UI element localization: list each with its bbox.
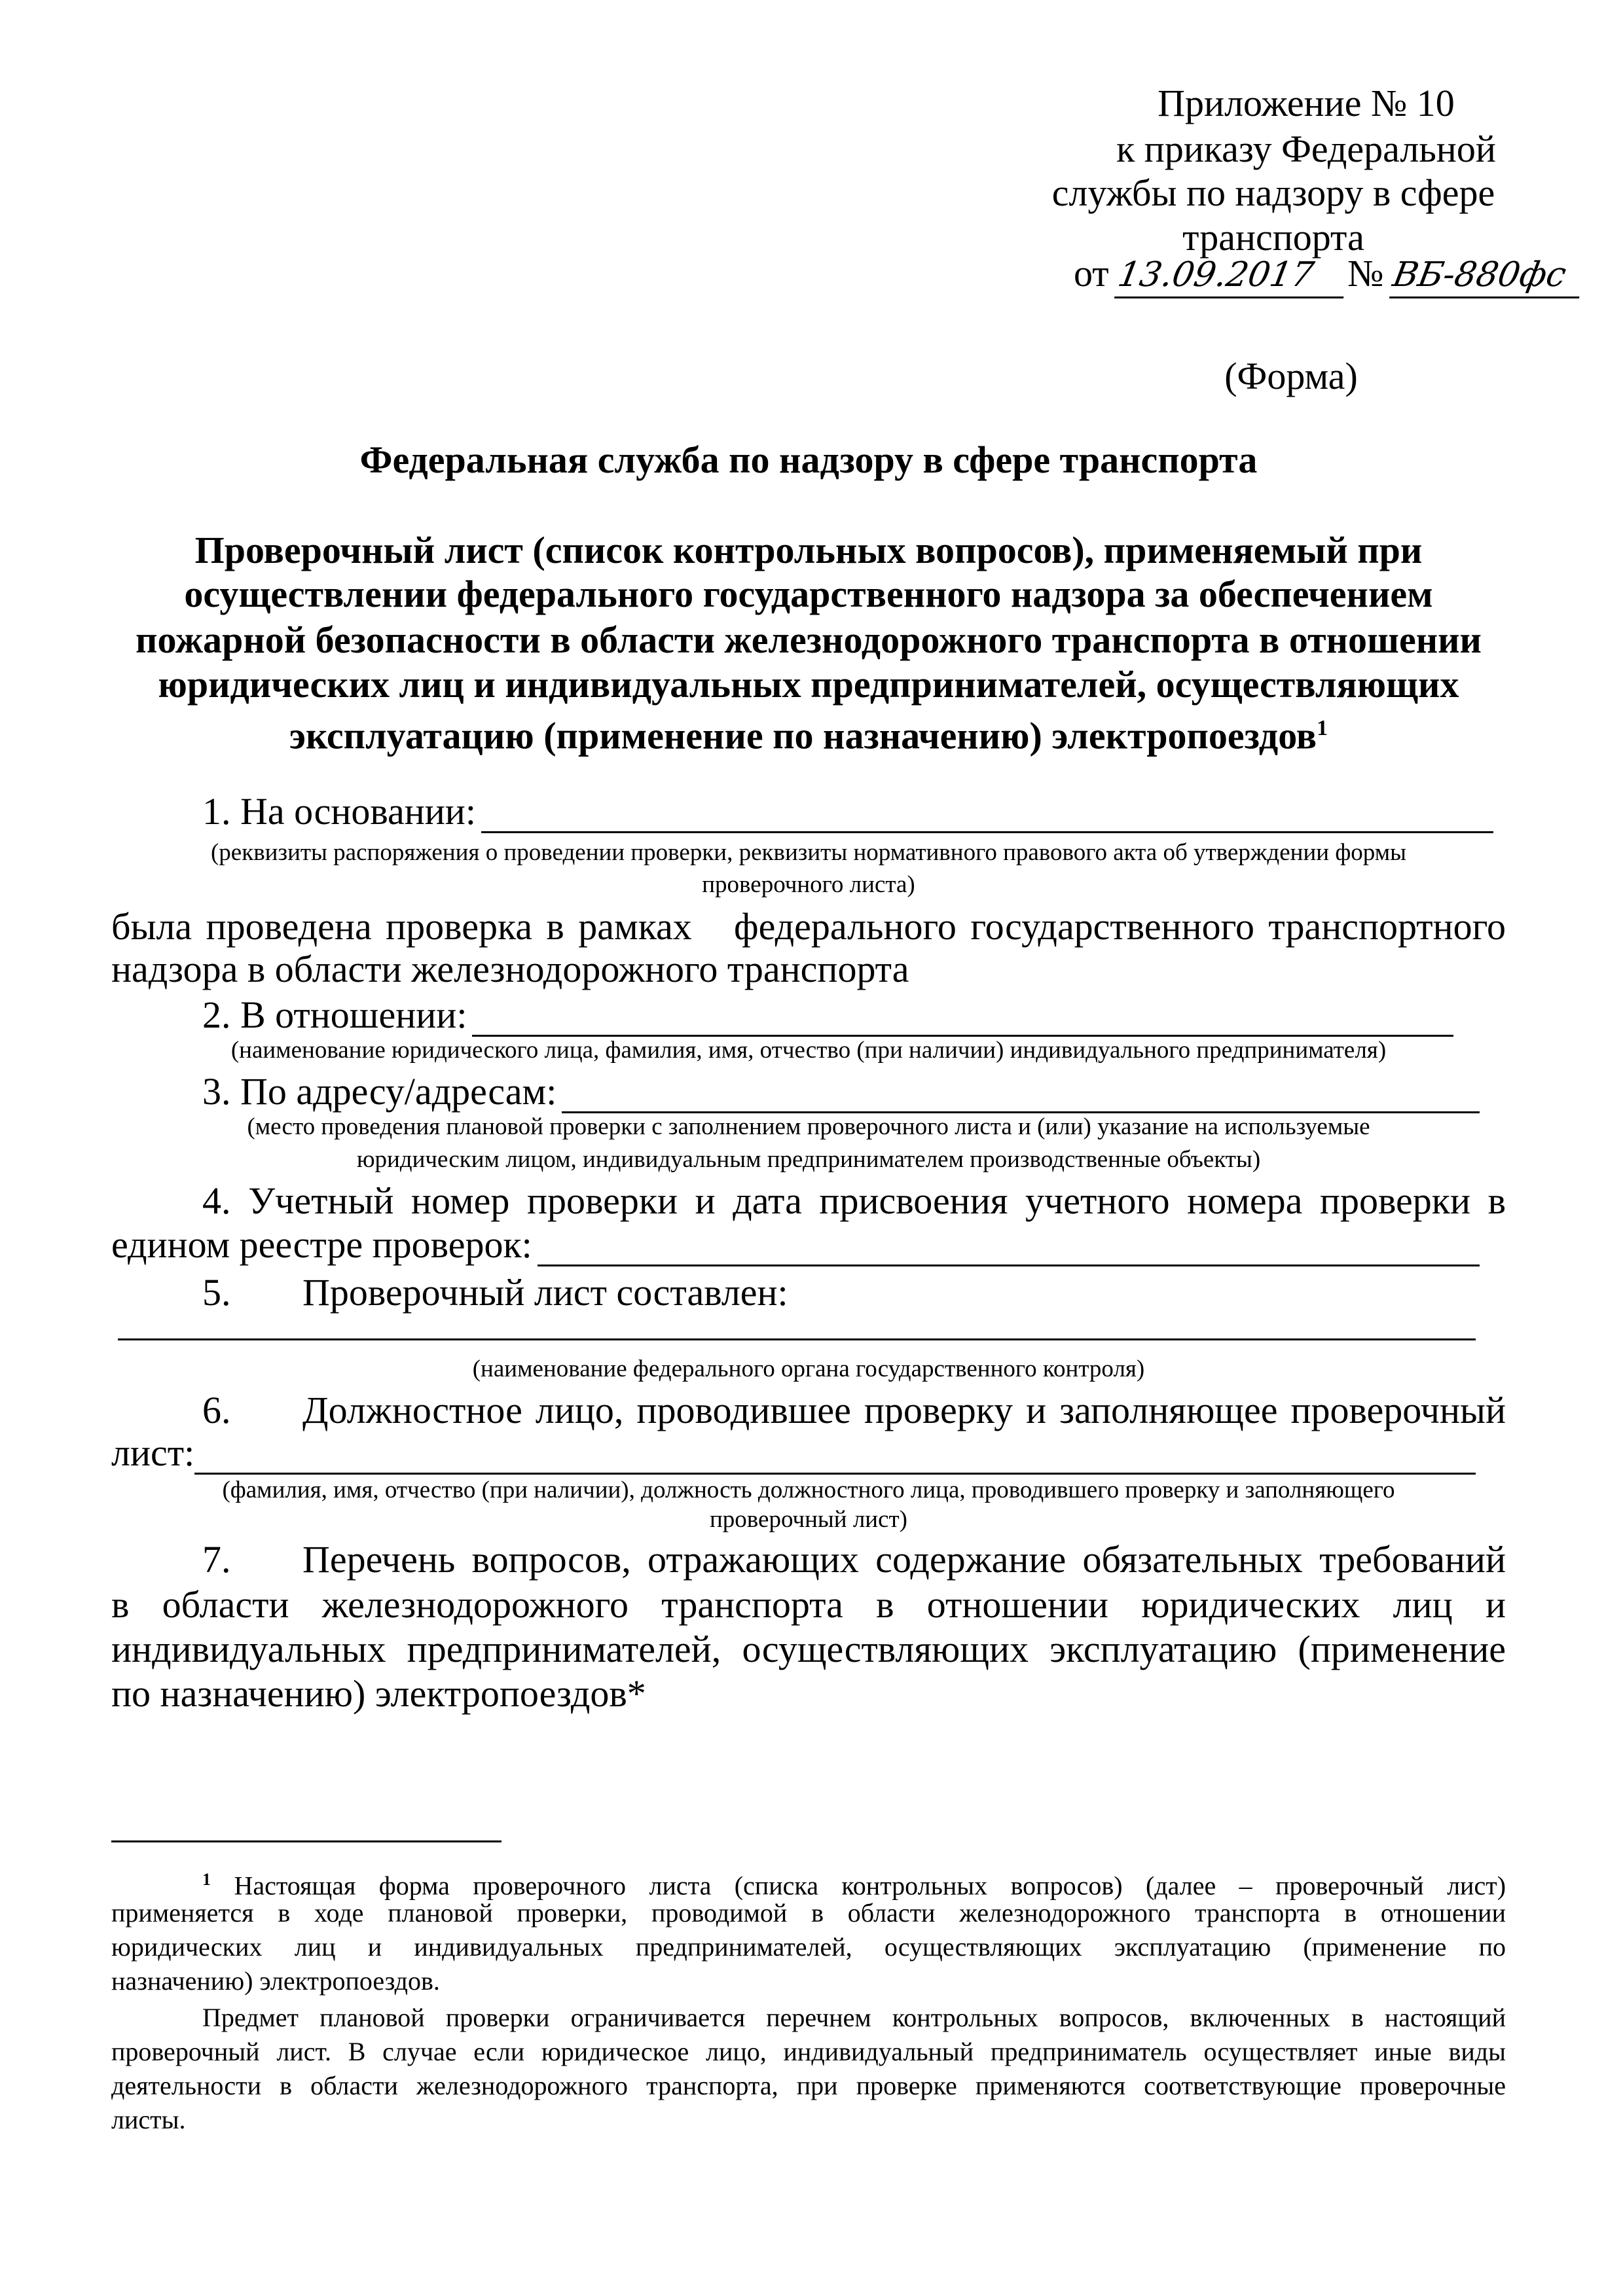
footnote-line: применяется в ходе плановой проверки, проводимой в области железнодорожного транспорта в отношении [111,1898,1506,1928]
authority-field[interactable] [118,1338,1476,1340]
appendix-number: Приложение № 10 [1158,82,1455,124]
item-7-text: в области железнодорожного транспорта в отношении юридических лиц и [111,1583,1506,1626]
item-1-text: была проведена проверка в рамках федерального государственного транспортного [111,905,1506,948]
item-7-text: Перечень вопросов, отражающих содержание обязательных требований [302,1538,1506,1581]
item-1: 1. На основании: [202,790,1493,833]
doc-title-line: эксплуатацию (применение по назначению) электропоездов$^1$ [289,714,1328,757]
caption: (наименование юридического лица, фамилия, имя, отчество (при наличии) индивидуального предпринимателя) [230,1037,1387,1064]
caption: (наименование федерального органа государственного контроля) [472,1355,1145,1382]
doc-title-line: Проверочный лист (список контрольных вопросов), применяемый при [194,529,1423,571]
handwritten-number: ВБ-880фс [1389,253,1587,298]
item-5-number: 5. [202,1271,231,1314]
footnote-line: деятельности в области железнодорожного транспорта, при проверке применяются соответствующие проверочные [111,2071,1506,2100]
footnote-line: Предмет плановой проверки ограничивается перечнем контрольных вопросов, включенных в настоящий [202,2003,1506,2032]
footnote-line: назначению) электропоездов. [111,1966,440,1996]
item-1-text: надзора в области железнодорожного транспорта [111,948,909,990]
caption: (место проведения плановой проверки с заполнением проверочного листа и (или) указание на используемые [247,1113,1370,1140]
caption: (фамилия, имя, отчество (при наличии), должность должностного лица, проводившего проверку и заполняющего [222,1477,1395,1503]
handwritten-date: 13.09.2017 [1114,253,1351,298]
footnote-line: проверочный лист. В случае если юридическое лицо, индивидуальный предприниматель осуществляет иные виды [111,2037,1506,2066]
item-4: 4. Учетный номер проверки и дата присвоения учетного номера проверки в [202,1179,1506,1222]
item-6-line: лист: [111,1431,1476,1475]
basis-field[interactable] [481,800,1493,833]
footnote-line: $^1$ Настоящая форма проверочного листа (списка контрольных вопросов) (далее – проверочный лист) [202,1870,1506,1901]
caption: проверочного листа) [702,871,915,898]
agency-title: Федеральная служба по надзору в сфере транспорта [359,439,1258,481]
doc-title-line: пожарной безопасности в области железнодорожного транспорта в отношении [136,619,1482,661]
caption: (реквизиты распоряжения о проведении проверки, реквизиты нормативного правового акта об утверждении формы [210,839,1407,866]
caption: проверочный лист) [709,1506,908,1533]
official-field[interactable] [194,1441,1476,1475]
item-3: 3. По адресу/адресам: [202,1070,1480,1113]
registry-number-field[interactable] [538,1233,1480,1266]
footnote-ref: 1 [1317,716,1328,740]
item-6-text: Должностное лицо, проводившее проверку и заполняющее проверочный [302,1389,1506,1431]
appendix-line: службы по надзору в сфере [1051,171,1495,214]
item-7-text: индивидуальных предпринимателей, осуществляющих эксплуатацию (применение [111,1628,1506,1670]
item-5-label: Проверочный лист составлен: [302,1271,788,1314]
footnote-line: юридических лиц и индивидуальных предпринимателей, осуществляющих эксплуатацию (применение по [111,1932,1506,1962]
doc-title-line: осуществлении федерального государственного надзора за обеспечением [184,573,1433,615]
appendix-line: транспорта [1182,216,1364,259]
footnote-divider [111,1840,501,1842]
item-7-text: по назначению) электропоездов* [111,1672,646,1715]
doc-title-line: юридических лиц и индивидуальных предпринимателей, осуществляющих [158,663,1459,706]
address-field[interactable] [562,1080,1480,1113]
caption: юридическим лицом, индивидуальным предпринимателем производственные объекты) [356,1146,1261,1173]
item-6-number: 6. [202,1389,231,1431]
appendix-line: к приказу Федеральной [1116,128,1496,170]
subject-field[interactable] [472,1003,1453,1037]
form-label: (Форма) [1224,355,1358,397]
footnote-line: листы. [111,2105,186,2134]
item-7-number: 7. [202,1538,231,1581]
order-date-number: от 13.09.2017 № ВБ-880фс [1074,252,1583,298]
item-2: 2. В отношении: [202,994,1453,1037]
item-4-line: едином реестре проверок: [111,1223,1480,1266]
